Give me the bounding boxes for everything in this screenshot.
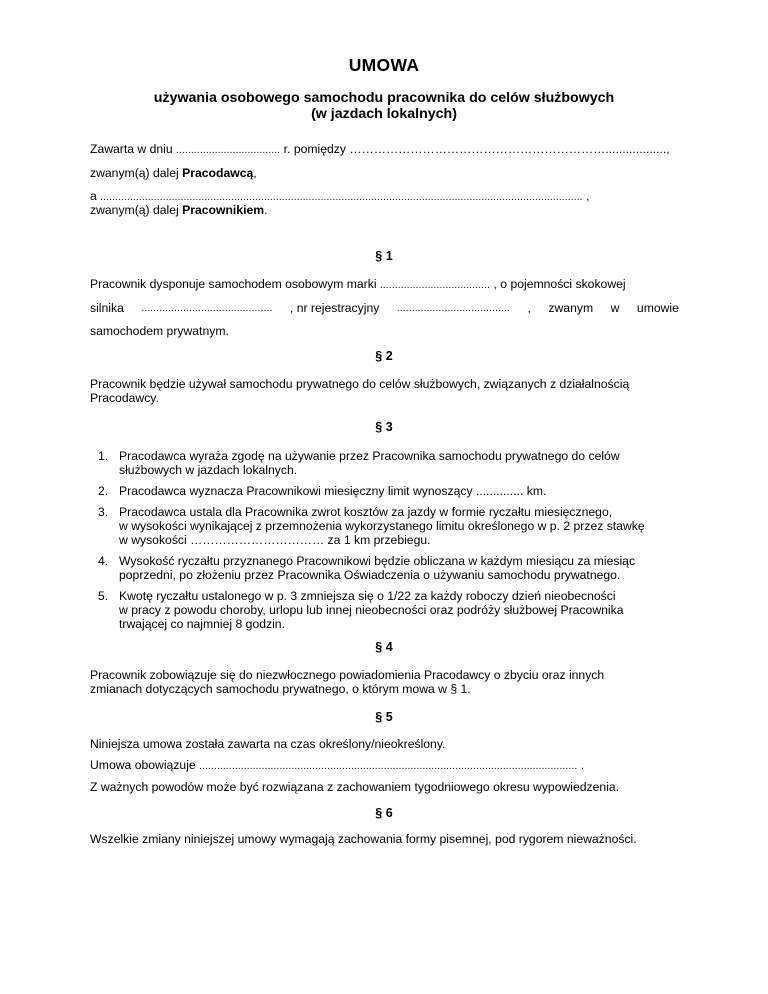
- s1-text: silnika: [90, 301, 124, 315]
- section-1-line-1: [90, 277, 626, 293]
- item-text: trwającej co najmniej 8 godzin.: [119, 617, 285, 631]
- document-subtitle-line2: (w jazdach lokalnych): [311, 106, 457, 122]
- intro-line-2: [90, 166, 257, 181]
- intro-line-4: [90, 203, 267, 218]
- intro-called-label: zwanym(ą) dalej: [90, 166, 179, 180]
- document-title: UMOWA: [348, 55, 420, 75]
- item-text: Pracodawca wyraża zgodę na używanie przez Pracownika samochodu prywatnego do celów: [119, 449, 620, 463]
- car-make-blank: .....................................: [379, 280, 491, 291]
- employer-term: Pracodawcą: [182, 166, 254, 180]
- item-number: 1.: [98, 449, 109, 463]
- section-2-line-2: Pracodawcy.: [90, 391, 159, 405]
- section-4-line-1: Pracownik zobowiązuje się do niezwłocznego powiadomienia Pracodawcy o zbyciu oraz innych: [90, 668, 605, 682]
- period: .: [264, 203, 268, 217]
- section-6-heading: § 6: [375, 806, 393, 820]
- employer-blank: ………………………………………………………..................,: [349, 142, 670, 156]
- section-5-line-3: Z ważnych powodów może być rozwiązana z zachowaniem tygodniowego okresu wypowiedzenia.: [90, 780, 620, 794]
- section-6-line-1: Wszelkie zmiany niniejszej umowy wymagają zachowania formy pisemnej, pod rygorem nieważności.: [90, 832, 637, 846]
- period: .: [580, 758, 585, 772]
- comma: ,: [253, 166, 257, 180]
- section-5-heading: § 5: [375, 710, 393, 724]
- registration-number-blank: ......................................: [396, 303, 511, 314]
- section-4-line-2: zmianach dotyczących samochodu prywatnego, o którym mowa w § 1.: [90, 682, 471, 696]
- employee-term: Pracownikiem: [182, 203, 265, 217]
- item-number: 5.: [98, 589, 109, 603]
- item-text: Pracodawca wyznacza Pracownikowi miesięczny limit wynoszący .............. km.: [119, 484, 547, 498]
- s1-text: , o pojemności skokowej: [493, 277, 626, 291]
- and-label: a: [90, 189, 97, 203]
- engine-capacity-blank: ............................................: [141, 303, 273, 314]
- section-5-line-1: Niniejsza umowa została zawarta na czas określony/nieokreślony.: [90, 737, 446, 751]
- employee-blank: ..................................................................................................................................................................: [100, 192, 583, 203]
- s1-text: umowie: [636, 301, 679, 315]
- section-3-heading: § 3: [375, 420, 393, 434]
- item-text: w pracy z powodu choroby, urlopu lub innej nieobecności oraz podróży służbowej Pracownika: [119, 603, 624, 617]
- comma: ,: [586, 189, 590, 203]
- item-number: 3.: [98, 505, 109, 519]
- section-1-line-3: samochodem prywatnym.: [90, 324, 229, 338]
- item-text: służbowych w jazdach lokalnych.: [119, 463, 298, 477]
- date-blank: ...................................: [176, 145, 281, 156]
- s1-text: Pracownik dysponuje samochodem osobowym marki: [90, 277, 377, 291]
- section-5-line-2: [90, 758, 584, 774]
- item-text: w wysokości wynikającej z przemnożenia wykorzystanego limitu określonego w p. 2 przez stawkę: [119, 519, 645, 533]
- item-text: w wysokości …………………………… za 1 km przebiegu.: [119, 533, 431, 547]
- validity-label: Umowa obowiązuje: [90, 758, 196, 772]
- section-2-line-1: Pracownik będzie używał samochodu prywatnego do celów służbowych, związanych z działalnością: [90, 377, 630, 391]
- section-2-heading: § 2: [375, 349, 393, 363]
- item-text: Wysokość ryczałtu przyznanego Pracownikowi będzie obliczana w każdym miesiącu za miesiąc: [119, 554, 636, 568]
- item-number: 2.: [98, 484, 109, 498]
- item-text: Pracodawca ustala dla Pracownika zwrot kosztów za jazdy w formie ryczałtu miesięcznego,: [119, 505, 613, 519]
- item-text: poprzedni, po złożeniu przez Pracownika Oświadczenia o używaniu samochodu prywatnego.: [119, 568, 621, 582]
- item-number: 4.: [98, 554, 109, 568]
- section-1-line-2: [90, 301, 679, 316]
- section-4-heading: § 4: [375, 640, 393, 654]
- intro-line-1: [90, 142, 670, 158]
- s1-text: zwanym: [548, 301, 594, 315]
- comma: ,: [527, 301, 531, 315]
- s1-text: , nr rejestracyjny: [289, 301, 380, 315]
- validity-blank: ...............................................................................................................................: [199, 761, 578, 772]
- document-subtitle-line1: używania osobowego samochodu pracownika do celów służbowych: [153, 90, 615, 106]
- between-label: r. pomiędzy: [283, 142, 346, 156]
- s1-text: w: [610, 301, 620, 315]
- intro-called-label: zwanym(ą) dalej: [90, 203, 179, 217]
- item-text: Kwotę ryczałtu ustalonego w p. 3 zmniejsza się o 1/22 za każdy roboczy dzień nieobecności: [119, 589, 616, 603]
- section-1-heading: § 1: [375, 249, 393, 263]
- intro-date-label: Zawarta w dniu: [90, 142, 173, 156]
